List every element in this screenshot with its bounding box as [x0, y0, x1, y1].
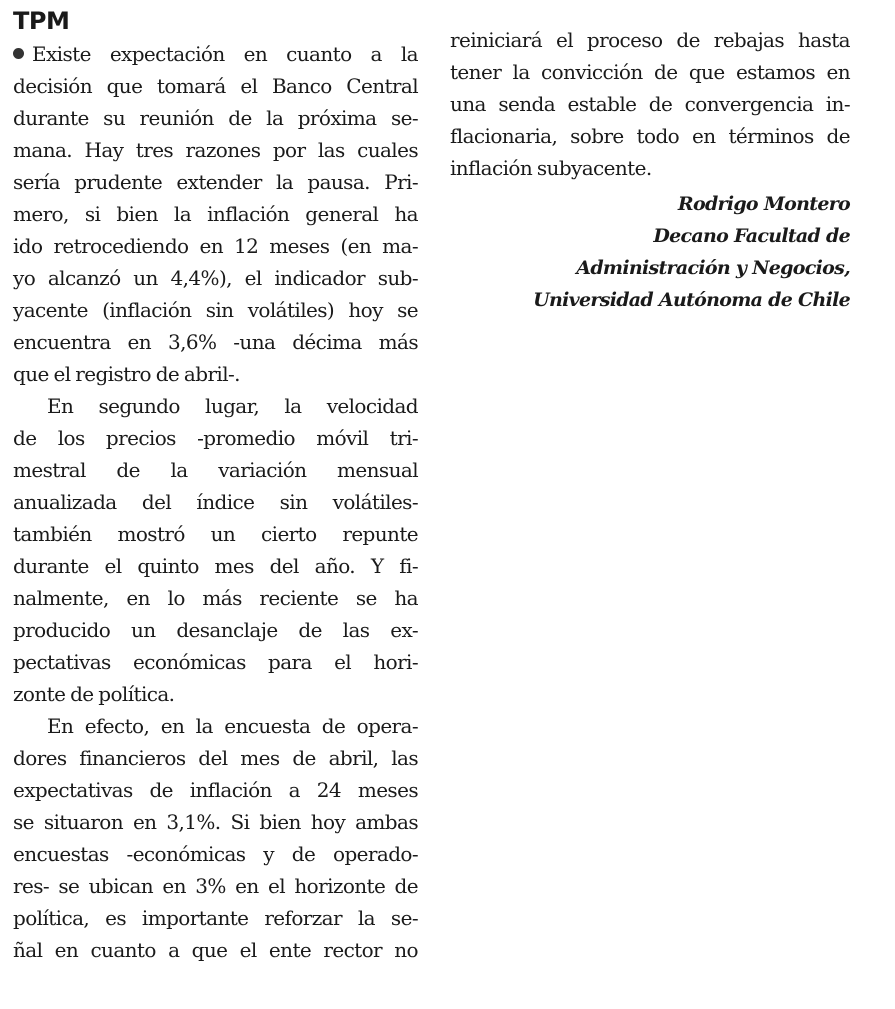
headline: TPM [13, 7, 70, 35]
text-line: ido retrocediendo en 12 meses (en ma- [13, 234, 418, 258]
text-line: política, es importante reforzar la se- [13, 906, 418, 930]
text-line: En segundo lugar, la velocidad [47, 394, 418, 418]
bullet-icon [13, 48, 24, 59]
text-line: decisión que tomará el Banco Central [13, 74, 418, 98]
text-line: zonte de política. [13, 682, 175, 706]
text-line: mero, si bien la inflación general ha [13, 202, 418, 226]
text-line: dores financieros del mes de abril, las [13, 746, 418, 770]
text-line: durante el quinto mes del año. Y fi- [13, 554, 418, 578]
text-line: ñal en cuanto a que el ente rector no [13, 938, 418, 962]
text-line: anualizada del índice sin volátiles- [13, 490, 418, 514]
text-line: encuestas -económicas y de operado- [13, 842, 418, 866]
paragraph-3-continued [450, 24, 850, 184]
text-line: durante su reunión de la próxima se- [13, 106, 418, 130]
author-university: Universidad Autónoma de Chile [533, 289, 850, 311]
paragraph-3 [13, 710, 418, 966]
text-line: que el registro de abril-. [13, 362, 240, 386]
author-name: Rodrigo Montero [677, 193, 850, 215]
author-title: Decano Facultad de [653, 225, 850, 247]
author-signature [450, 188, 850, 316]
text-line: res- se ubican en 3% en el horizonte de [13, 874, 418, 898]
text-line: pectativas económicas para el hori- [13, 650, 418, 674]
text-line: inflación subyacente. [450, 156, 652, 180]
right-column [450, 24, 850, 316]
text-line: Existe expectación en cuanto a la [32, 42, 418, 66]
paragraph-2 [13, 390, 418, 710]
text-line: también mostró un cierto repunte [13, 522, 418, 546]
paragraph-1 [13, 38, 418, 390]
text-line: se situaron en 3,1%. Si bien hoy ambas [13, 810, 418, 834]
text-line: yo alcanzó un 4,4%), el indicador sub- [13, 266, 418, 290]
author-faculty: Administración y Negocios, [576, 257, 850, 279]
text-line: mestral de la variación mensual [13, 458, 418, 482]
text-line: nalmente, en lo más reciente se ha [13, 586, 418, 610]
text-line: una senda estable de convergencia in- [450, 92, 850, 116]
text-line: tener la convicción de que estamos en [450, 60, 850, 84]
text-line: flacionaria, sobre todo en términos de [450, 124, 850, 148]
text-line: sería prudente extender la pausa. Pri- [13, 170, 418, 194]
text-line: de los precios -promedio móvil tri- [13, 426, 418, 450]
left-column [13, 6, 418, 966]
text-line: En efecto, en la encuesta de opera- [47, 714, 418, 738]
text-line: reiniciará el proceso de rebajas hasta [450, 28, 850, 52]
text-line: mana. Hay tres razones por las cuales [13, 138, 418, 162]
text-line: encuentra en 3,6% -una décima más [13, 330, 418, 354]
paragraph-1-first-line [13, 38, 418, 70]
text-line: producido un desanclaje de las ex- [13, 618, 418, 642]
text-line: yacente (inflación sin volátiles) hoy se [13, 298, 418, 322]
text-line: expectativas de inflación a 24 meses [13, 778, 418, 802]
